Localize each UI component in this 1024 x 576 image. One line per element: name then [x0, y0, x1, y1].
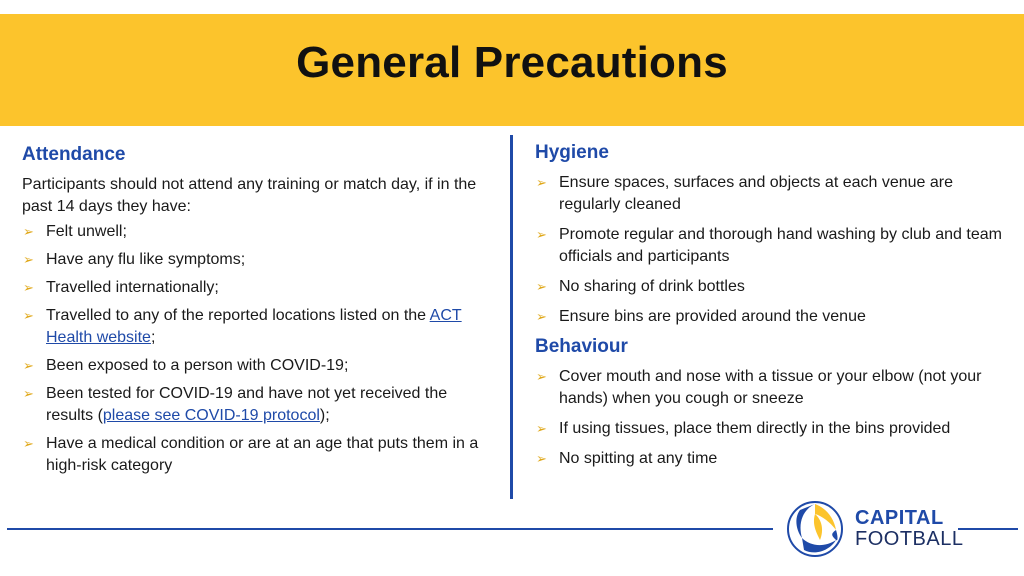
arrow-bullet-icon: ➢	[23, 252, 34, 267]
page-title: General Precautions	[296, 38, 728, 87]
list-item: ➢ Been tested for COVID-19 and have not yet received the results (please see COVID-19 protocol);	[23, 385, 448, 424]
attendance-intro: Participants should not attend any training or match day, if in the past 14 days they have:	[22, 176, 477, 215]
hygiene-list	[535, 172, 1010, 328]
arrow-bullet-icon: ➢	[536, 451, 547, 466]
soccer-ball-icon	[786, 500, 844, 558]
footer-line-left	[7, 528, 773, 530]
hygiene-behaviour-section	[535, 142, 1010, 478]
arrow-bullet-icon: ➢	[536, 227, 547, 242]
arrow-bullet-icon: ➢	[536, 369, 547, 384]
list-item: ➢ Promote regular and thorough hand washing by club and team officials and participants	[536, 226, 1002, 265]
list-item: ➢ Have any flu like symptoms;	[22, 249, 497, 271]
covid-protocol-link[interactable]: please see COVID-19 protocol	[102, 407, 320, 424]
capital-football-logo	[855, 508, 963, 550]
list-item: ➢ Ensure spaces, surfaces and objects at each venue are regularly cleaned	[536, 174, 954, 213]
arrow-bullet-icon: ➢	[536, 175, 547, 190]
act-health-website-link[interactable]: ACT Health website	[46, 307, 462, 346]
arrow-bullet-icon: ➢	[23, 358, 34, 373]
attendance-list	[22, 221, 497, 477]
behaviour-heading: Behaviour	[535, 336, 628, 357]
arrow-bullet-icon: ➢	[23, 280, 34, 295]
logo-line-1: CAPITAL	[855, 507, 944, 529]
hygiene-heading: Hygiene	[535, 142, 609, 163]
list-item: ➢ Cover mouth and nose with a tissue or your elbow (not your hands) when you cough or sneeze	[536, 368, 982, 407]
list-item: ➢ Travelled internationally;	[22, 277, 497, 299]
list-item: ➢ Have a medical condition or are at an age that puts them in a high-risk category	[23, 435, 479, 474]
attendance-section	[22, 144, 497, 483]
arrow-bullet-icon: ➢	[536, 421, 547, 436]
column-divider	[510, 135, 513, 499]
list-item: ➢ Travelled to any of the reported locations listed on the ACT Health website;	[23, 307, 462, 346]
arrow-bullet-icon: ➢	[23, 224, 34, 239]
attendance-heading: Attendance	[22, 144, 126, 165]
logo-line-2: FOOTBALL	[855, 528, 964, 550]
list-item: ➢ Ensure bins are provided around the venue	[535, 306, 1010, 328]
footer-line-right	[958, 528, 1018, 530]
list-item: ➢ If using tissues, place them directly in the bins provided	[535, 418, 1010, 440]
list-item: ➢ Felt unwell;	[22, 221, 497, 243]
arrow-bullet-icon: ➢	[536, 279, 547, 294]
arrow-bullet-icon: ➢	[23, 386, 34, 401]
arrow-bullet-icon: ➢	[536, 309, 547, 324]
list-item: ➢ No sharing of drink bottles	[535, 276, 1010, 298]
list-item: ➢ No spitting at any time	[535, 448, 1010, 470]
list-item: ➢ Been exposed to a person with COVID-19;	[22, 355, 497, 377]
arrow-bullet-icon: ➢	[23, 308, 34, 323]
arrow-bullet-icon: ➢	[23, 436, 34, 451]
behaviour-list	[535, 366, 1010, 470]
